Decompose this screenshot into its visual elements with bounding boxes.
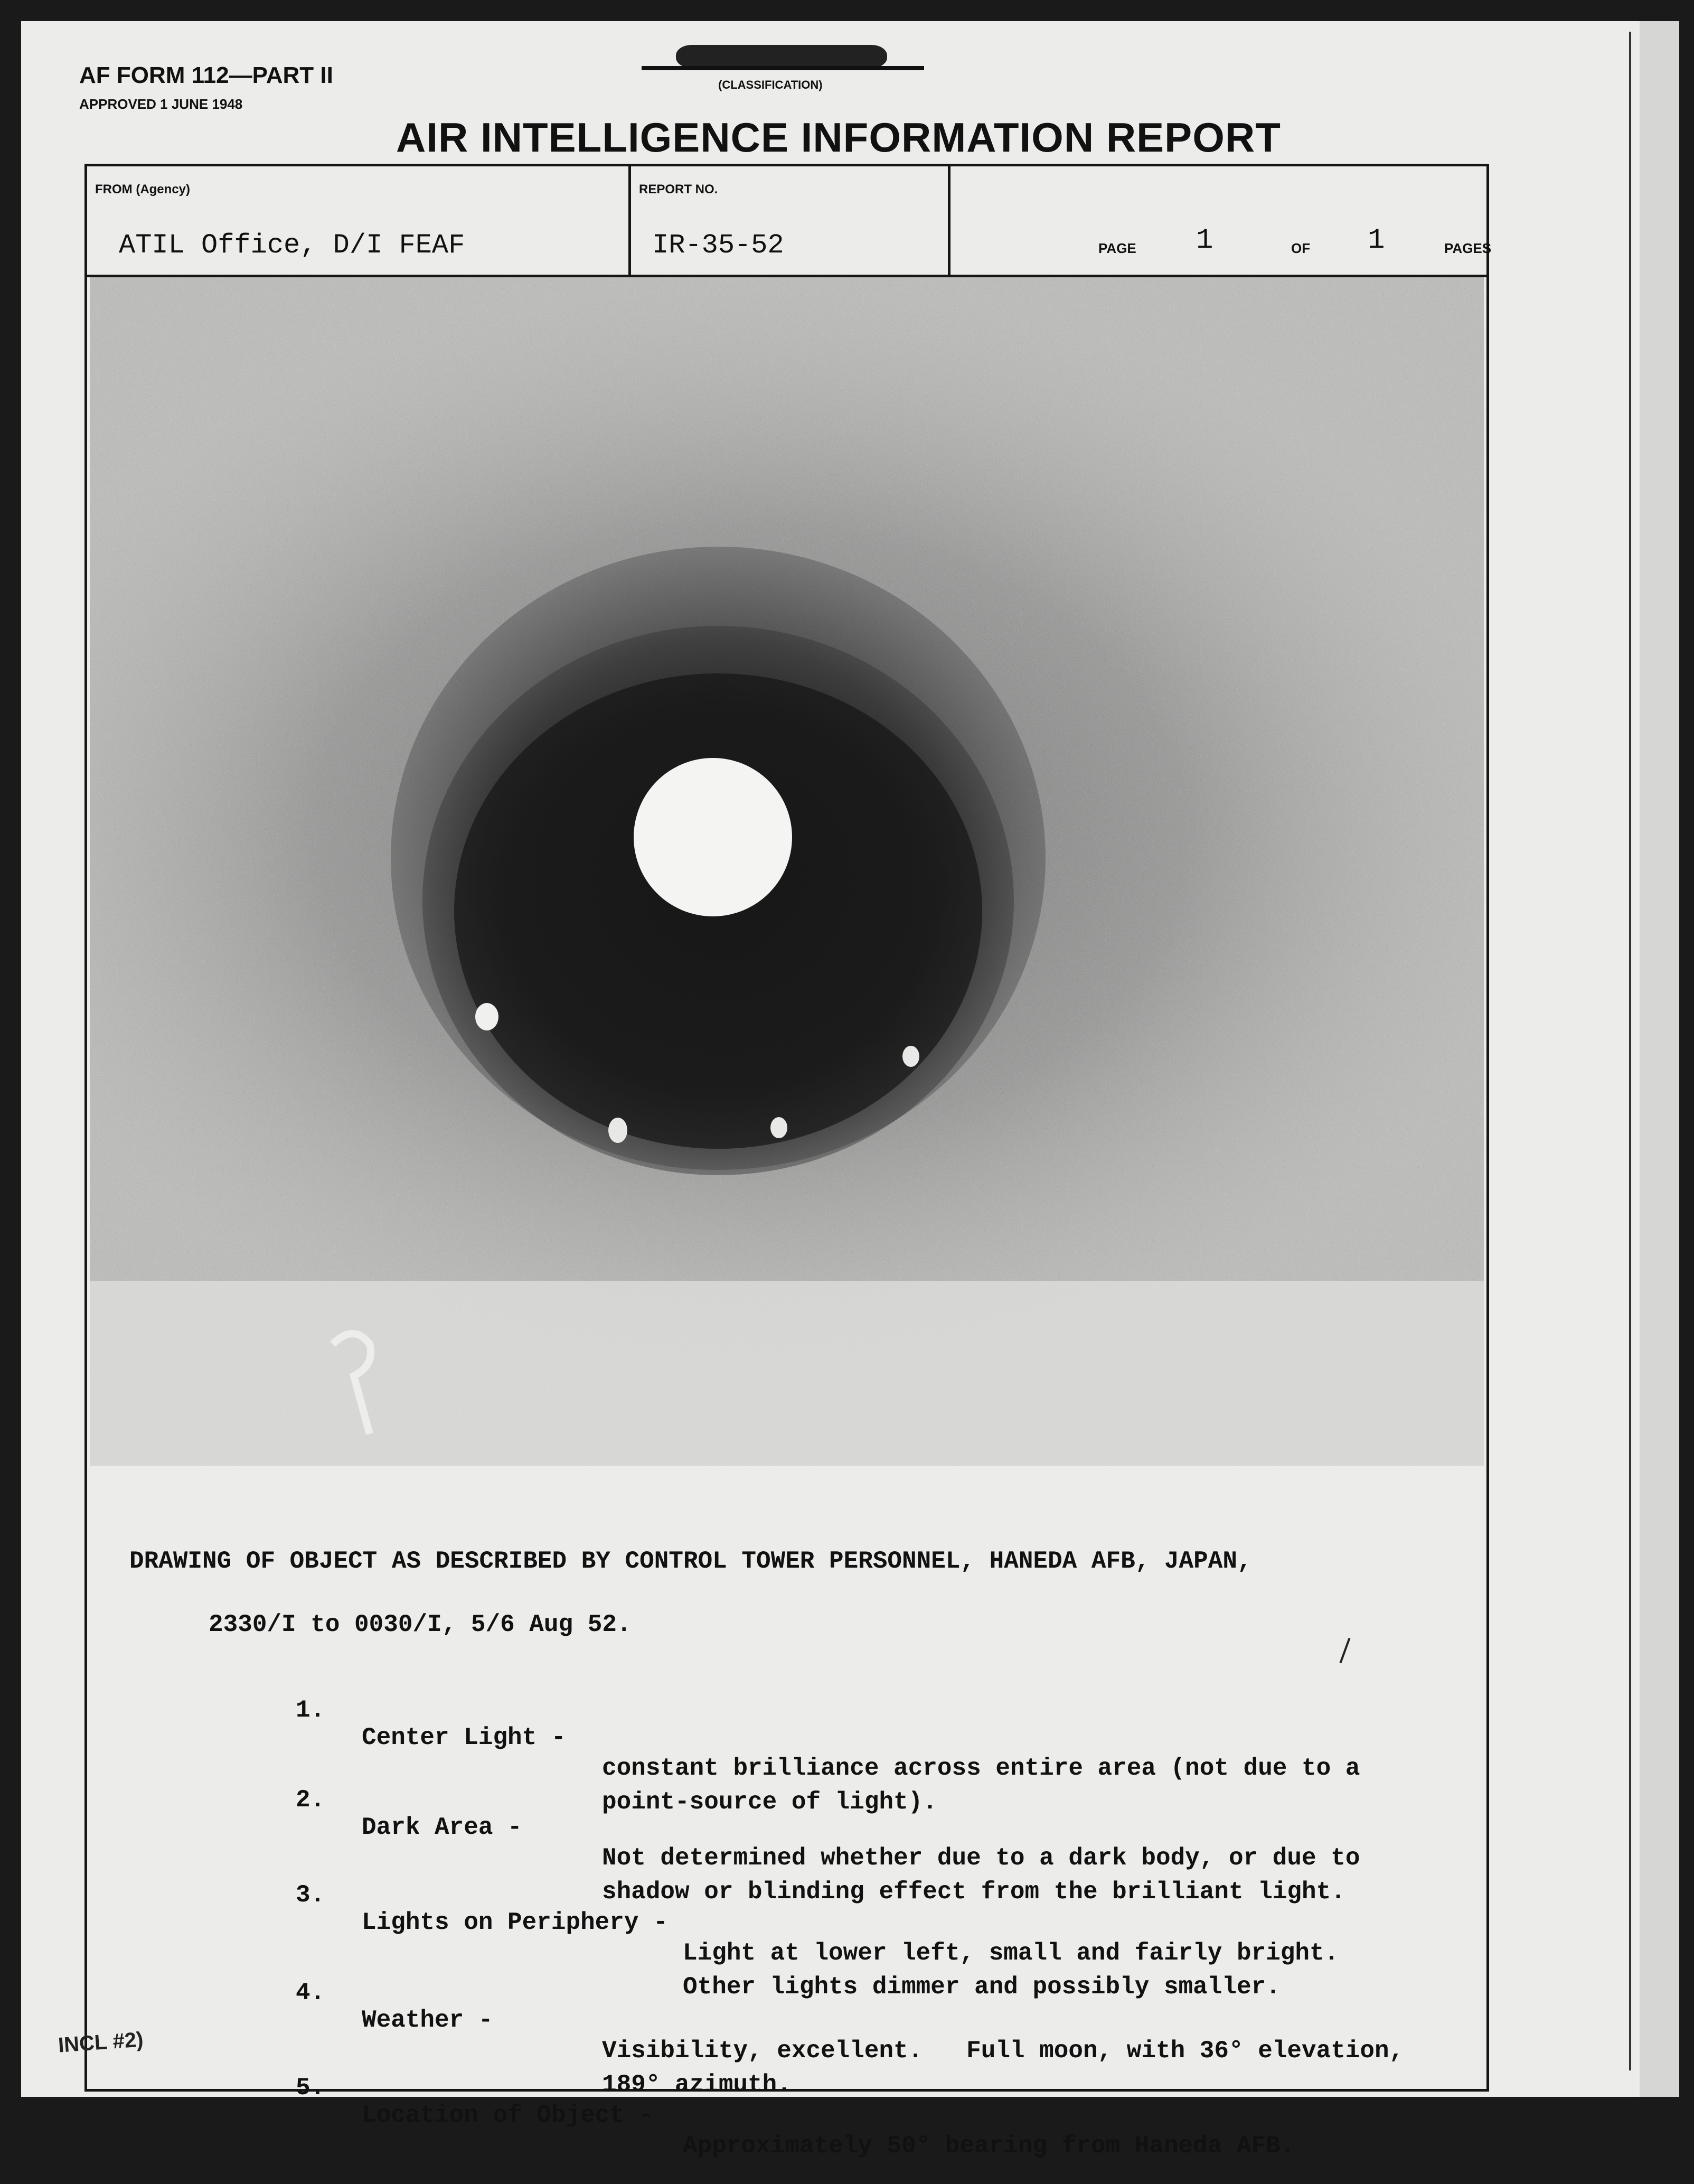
center-light bbox=[634, 758, 792, 916]
item-label: Location of Object - bbox=[362, 2102, 654, 2129]
periphery-light-lower-center bbox=[770, 1117, 787, 1138]
item-text: Visibility, excellent. Full moon, with 36° elevation, 189° azimuth. bbox=[602, 2037, 1404, 2098]
report-header-row bbox=[87, 166, 1492, 277]
classification-redaction bbox=[676, 45, 887, 68]
item-label: Lights on Periphery - bbox=[362, 1909, 668, 1936]
item-text: constant brilliance across entire area (not due to a point-source of light). bbox=[602, 1755, 1360, 1816]
form-approval-date: APPROVED 1 JUNE 1948 bbox=[79, 96, 243, 112]
periphery-light-lower-right bbox=[902, 1046, 919, 1067]
report-number-value: IR-35-52 bbox=[652, 230, 784, 261]
item-text: Light at lower left, small and fairly bright. Other lights dimmer and possibly smaller. bbox=[683, 1939, 1339, 2001]
from-label: FROM (Agency) bbox=[95, 182, 190, 196]
form-number: AF FORM 112—PART II bbox=[79, 62, 333, 88]
report-number-cell bbox=[631, 166, 950, 275]
drawing-caption-date: 2330/I to 0030/I, 5/6 Aug 52. bbox=[209, 1611, 632, 1638]
from-cell bbox=[87, 166, 631, 275]
page-label: PAGE bbox=[1098, 240, 1136, 256]
item-label: Center Light - bbox=[362, 1724, 566, 1751]
report-number-label: REPORT NO. bbox=[639, 182, 718, 196]
periphery-light-lower-left bbox=[475, 1003, 498, 1030]
item-text: Approximately 50° bearing from Haneda AFB. bbox=[683, 2132, 1295, 2160]
report-frame bbox=[84, 164, 1492, 2160]
inclosure-note: INCL #2) bbox=[57, 2028, 144, 2057]
page-number: 1 bbox=[1196, 224, 1213, 257]
from-value: ATIL Office, D/I FEAF bbox=[119, 230, 465, 261]
pen-mark bbox=[1340, 1638, 1351, 1663]
item-label: Dark Area - bbox=[362, 1814, 522, 1841]
total-pages: 1 bbox=[1368, 224, 1385, 257]
page-count-cell bbox=[950, 166, 1492, 275]
drawing-caption: DRAWING OF OBJECT AS DESCRIBED BY CONTROL TOWER PERSONNEL, HANEDA AFB, JAPAN, bbox=[129, 1548, 1252, 1575]
pages-label: PAGES bbox=[1444, 240, 1492, 256]
of-label: OF bbox=[1291, 240, 1311, 256]
classification-label: (CLASSIFICATION) bbox=[718, 78, 823, 91]
item-number: 4. bbox=[296, 1979, 325, 2007]
report-title: AIR INTELLIGENCE INFORMATION REPORT bbox=[396, 114, 1281, 161]
item-number: 1. bbox=[296, 1696, 325, 1724]
item-text: Not determined whether due to a dark body, or due to shadow or blinding effect from the brilliant light. bbox=[602, 1844, 1360, 1906]
object-drawing bbox=[90, 277, 1484, 1466]
item-number: 2. bbox=[296, 1786, 325, 1814]
item-number: 5. bbox=[296, 2074, 325, 2102]
fold-line bbox=[1629, 32, 1631, 2070]
sheet-margin bbox=[1640, 21, 1679, 2097]
classification-line bbox=[642, 66, 924, 70]
item-number: 3. bbox=[296, 1881, 325, 1909]
item-label: Weather - bbox=[362, 2007, 493, 2034]
periphery-light-lower-middle bbox=[608, 1118, 627, 1143]
